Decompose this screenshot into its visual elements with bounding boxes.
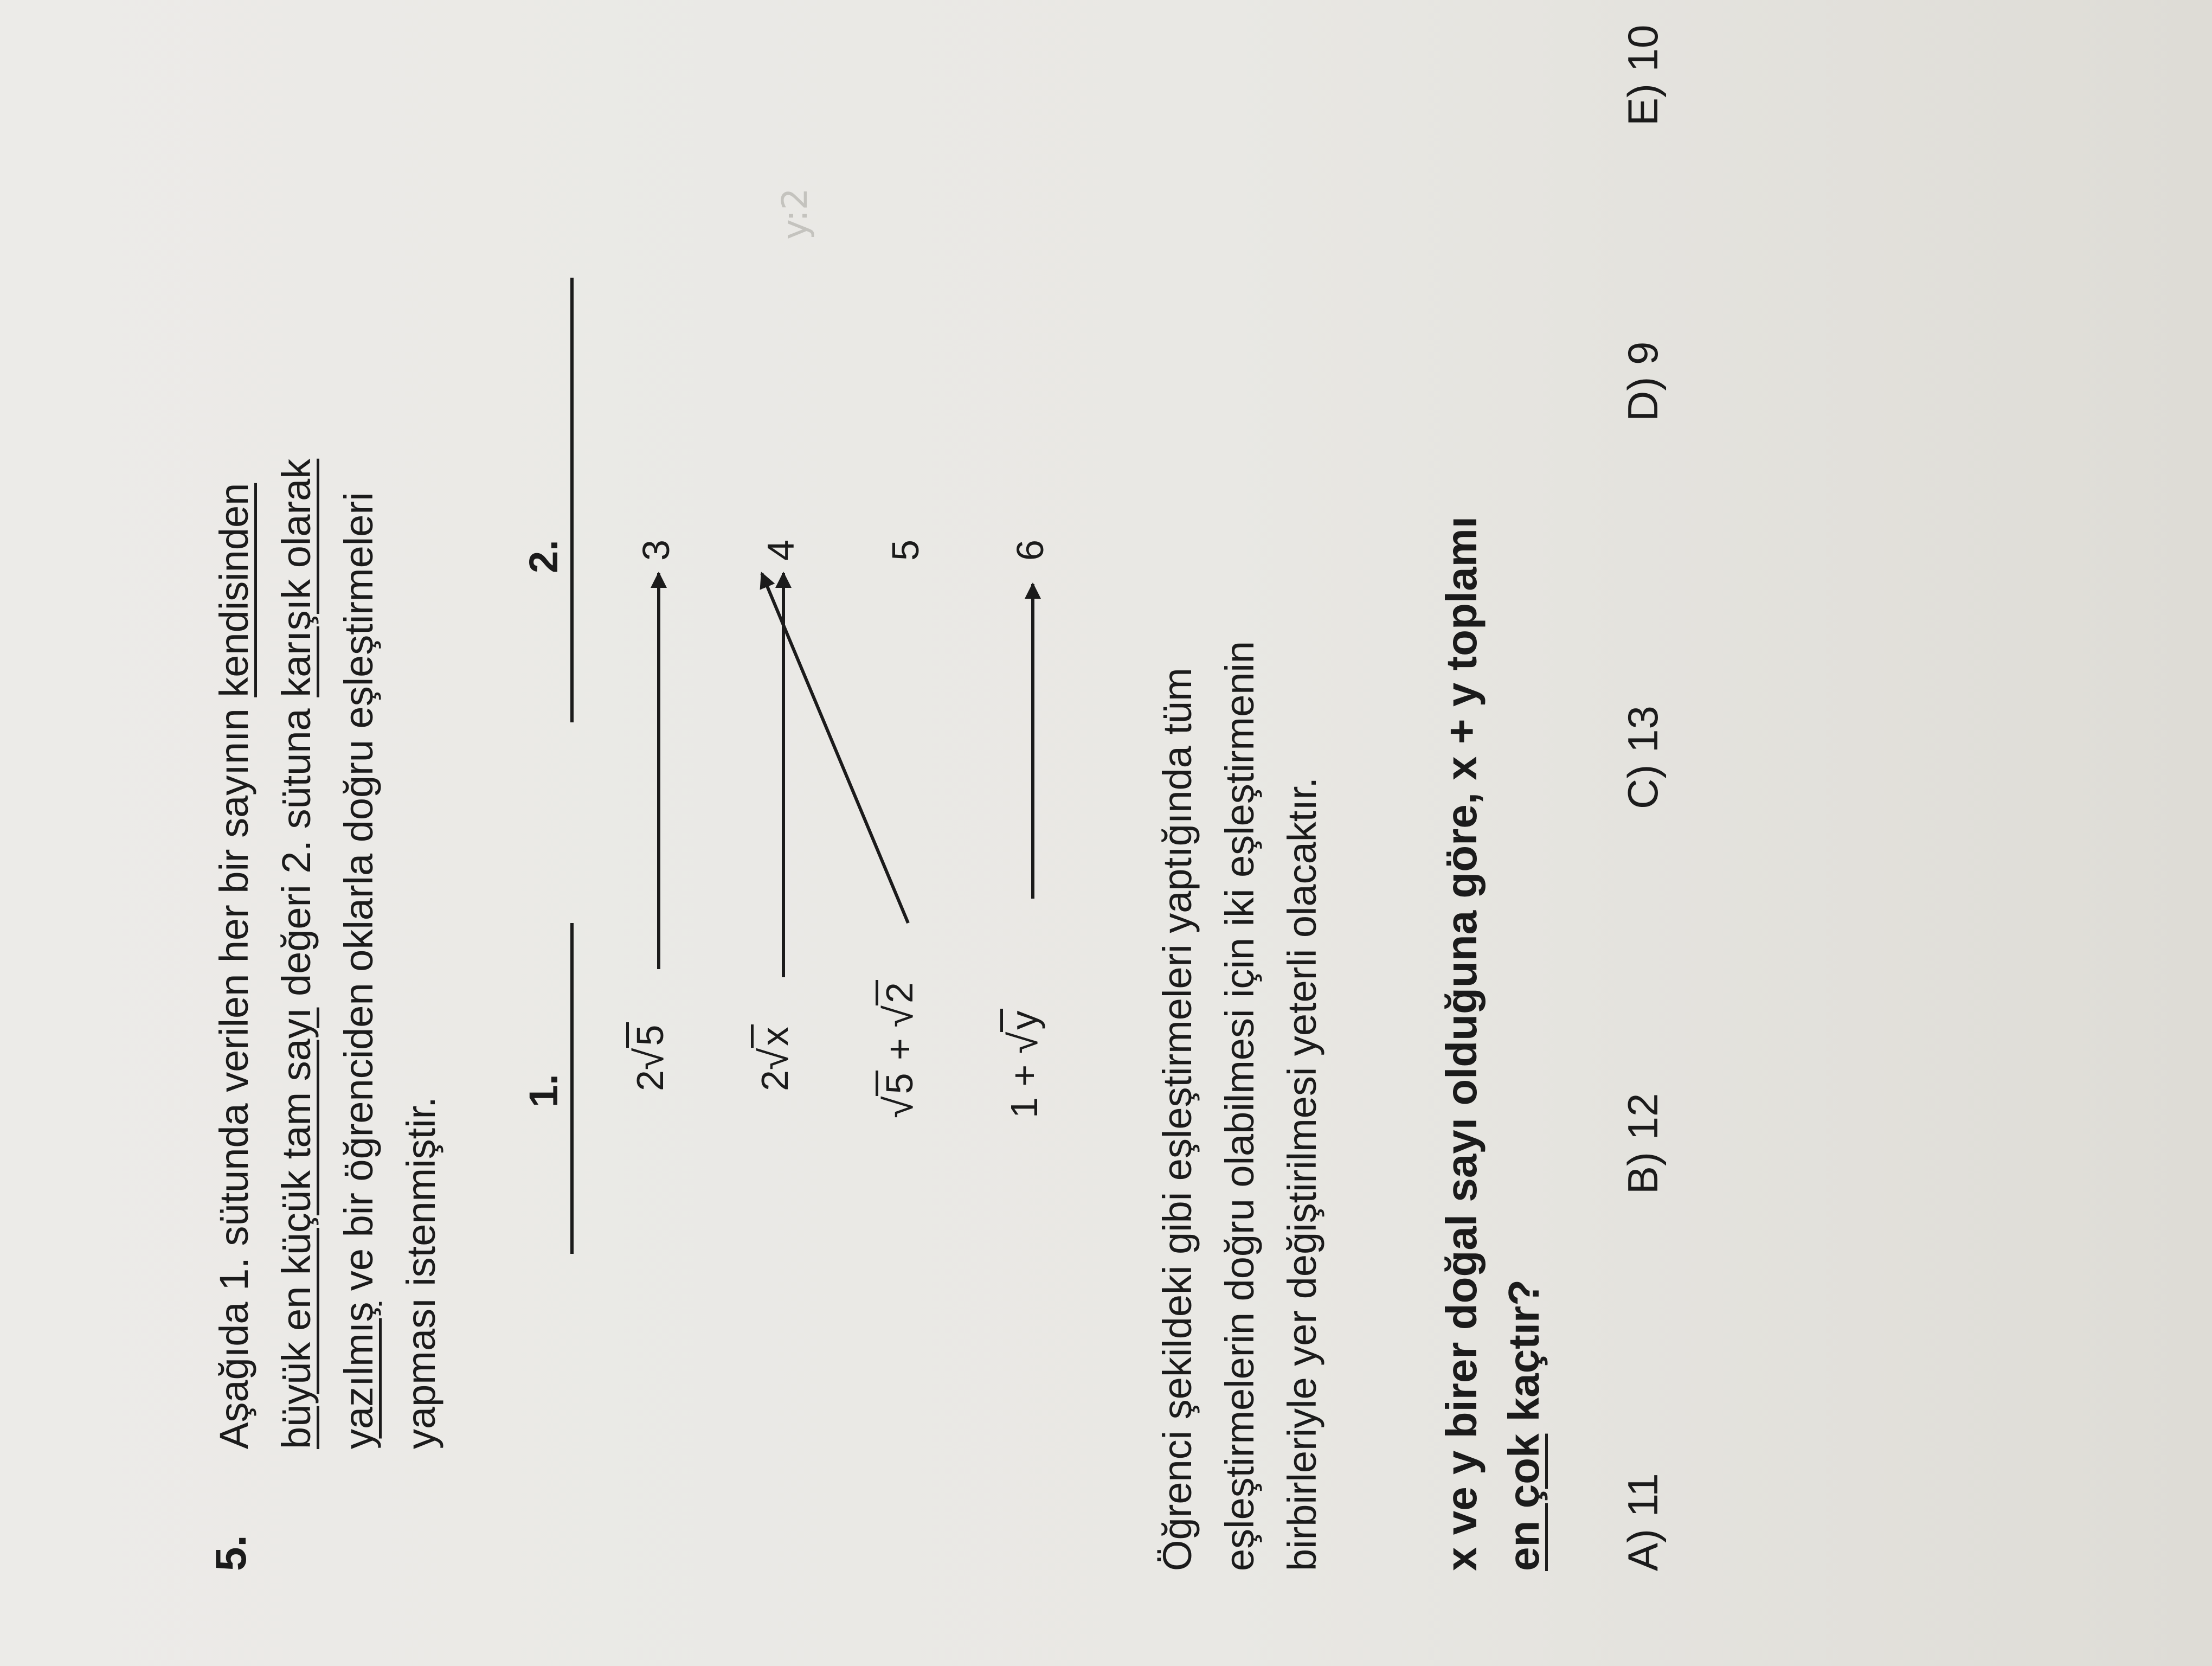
col2-item-3: 5 xyxy=(884,540,927,561)
col1-item-2-radicand: x xyxy=(751,1024,796,1048)
prompt-line-2: en çok kaçtır? xyxy=(1500,1279,1548,1571)
option-d[interactable]: D) 9 xyxy=(1619,341,1667,421)
question-number: 5. xyxy=(207,1535,255,1571)
option-c[interactable]: C) 13 xyxy=(1619,706,1667,809)
intro-line-2: büyük en küçük tam sayı değeri 2. sütuna karışık olarak xyxy=(274,458,319,1449)
explanation-line-1: Öğrenci şekildeki gibi eşleştirmeleri yaptığında tüm xyxy=(1155,668,1200,1571)
col2-item-1: 3 xyxy=(635,540,677,561)
intro-line-3: yazılmış ve bir öğrenciden oklarla doğru eşleştirmeleri xyxy=(336,492,381,1449)
option-e[interactable]: E) 10 xyxy=(1619,24,1667,126)
option-a[interactable]: A) 11 xyxy=(1619,1473,1667,1571)
intro-line-4: yapması istenmiştir. xyxy=(398,1097,443,1449)
col1-item-2: 2√x xyxy=(751,1024,797,1091)
pencil-mark: y:2 xyxy=(775,188,815,240)
col2-item-2: 4 xyxy=(760,540,802,561)
column-1-header: 1. xyxy=(521,1074,566,1107)
col1-item-1-radicand: 5 xyxy=(626,1023,671,1048)
intro-line-1: Aşağıda 1. sütunda verilen her bir sayının kendisinden xyxy=(211,483,256,1449)
explanation-line-2: eşleştirmelerin doğru olabilmesi için iki eşleştirmenin xyxy=(1217,641,1262,1571)
explanation-line-3: birbirleriyle yer değiştirilmesi yeterli olacaktır. xyxy=(1279,777,1324,1571)
col1-item-3: √5 + √2 xyxy=(876,980,922,1118)
col1-item-4: 1 + √y xyxy=(1000,1009,1046,1118)
column-2-header: 2. xyxy=(521,540,566,573)
col1-item-1: 2√5 xyxy=(626,1023,672,1092)
col2-item-4: 6 xyxy=(1009,540,1051,561)
option-b[interactable]: B) 12 xyxy=(1619,1093,1667,1194)
prompt-line-1: x ve y birer doğal sayı olduğuna göre, x + y toplamı xyxy=(1437,516,1486,1571)
